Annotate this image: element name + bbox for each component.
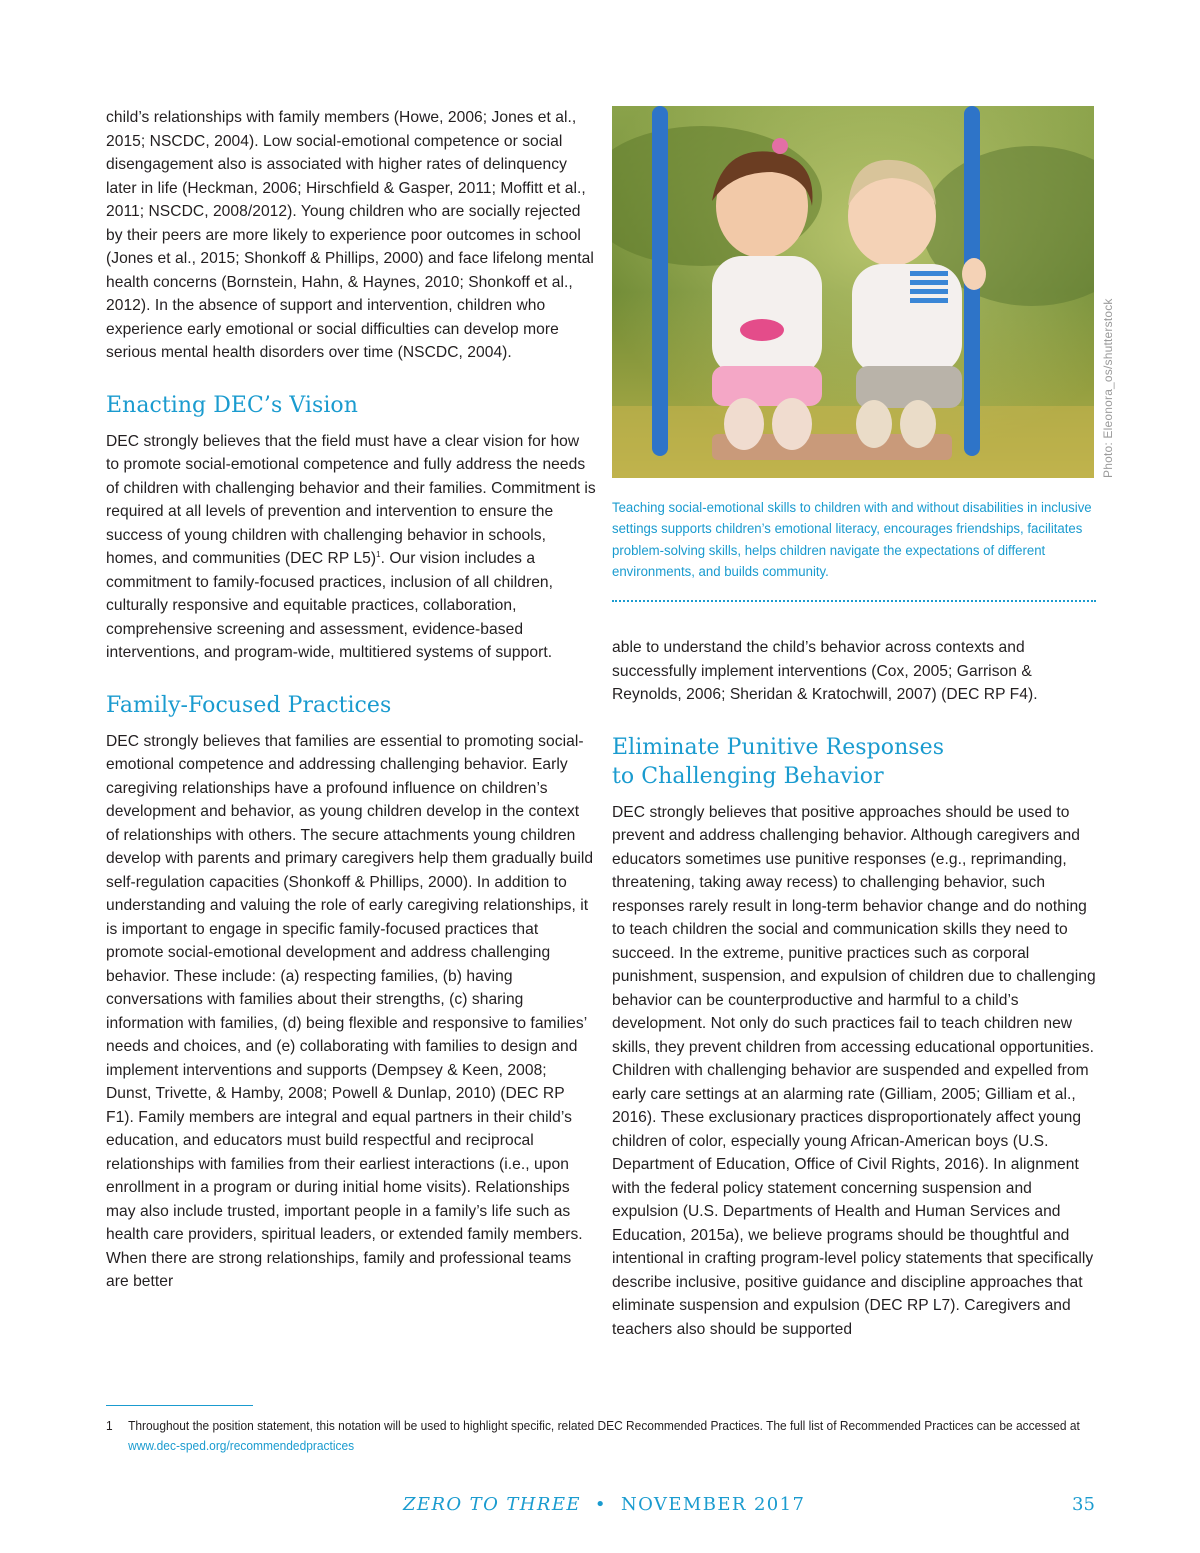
- body-paragraph: DEC strongly believes that families are essential to promoting social-emotional competence and addressing challenging behavior. Early caregiving relationships have a profound influence on children’s development and behavior, as young children develop in the context of relationships with others. The secure attachments young children develop with parents and primary caregivers help them gradually build self-regulation capacities (Shonkoff & Phillips, 2000). In addition to understanding and valuing the role of early caregiving relationships, it is important to engage in specific family-focused practices that promote social-emotional development and address challenging behavior. These include: (a) respecting families, (b) having conversations with families about their strengths, (c) sharing information with families, (d) being flexible and responsive to families’ needs and choices, and (e) collaborating with families to design and implement interventions and supports (Dempsey & Keen, 2008; Dunst, Trivette, & Hamby, 2008; Powell & Dunlap, 2010) (DEC RP F1). Family members are integral and equal partners in their child’s education, and educators must build respectful and reciprocal relationships with families from their earliest interactions (i.e., upon enrollment in a program or during initial home visits). Relationships may also include trusted, important people in a family’s life such as health care providers, spiritual leaders, or extended family members. When there are strong relationships, family and professional teams are better: [106, 732, 594, 1290]
- body-paragraph: able to understand the child’s behavior across contexts and successfully implement interventions (Cox, 2005; Garrison & Reynolds, 2006; Sheridan & Kratochwill, 2007) (DEC RP F4).: [612, 639, 1038, 703]
- footnote-ref[interactable]: 1: [376, 549, 381, 559]
- footnote-rule: [106, 1405, 253, 1406]
- body-text: . Our vision includes a commitment to family-focused practices, inclusion of all children, culturally responsive and equitable practices, collaboration, comprehensive screening and assessment, evidence-based interventions, and program-wide, multitiered systems of support.: [106, 550, 554, 661]
- photo-children-on-swing: [612, 106, 1094, 478]
- left-column: [106, 106, 596, 1294]
- section-heading-family-focused-practices: Family-Focused Practices: [106, 692, 392, 718]
- footnote-text: Throughout the position statement, this notation will be used to highlight specific, related DEC Recommended Practices. The full list of Recommended Practices can be accessed at: [128, 1418, 1080, 1433]
- photo-illustration: [612, 106, 1094, 478]
- footer-publication: [403, 1494, 805, 1515]
- body-paragraph: DEC strongly believes that positive approaches should be used to prevent and address challenging behavior. Although caregivers and educators sometimes use punitive responses (e.g., reprimanding, threatening, taking away recess) to challenging behavior, such responses rarely result in long-term behavior change and do nothing to teach children the social and communication skills they need to succeed. In the extreme, punitive practices such as corporal punishment, suspension, and expulsion of children due to challenging behavior can be counterproductive and harmful to a child’s development. Not only do such practices fail to teach children new skills, they prevent children from accessing educational opportunities. Children with challenging behavior are suspended and expelled from early care settings at an alarming rate (Gilliam, 2005; Gilliam et al., 2016). These exclusionary practices disproportionately affect young children of color, especially young African-American boys (U.S. Department of Education, Office of Civil Rights, 2016). In alignment with the federal policy statement concerning suspension and expulsion (U.S. Departments of Health and Human Services and Education, 2015a), we believe programs should be thoughtful and intentional in crafting program-level policy statements that specifically describe inclusive, positive guidance and discipline approaches that eliminate suspension and expulsion (DEC RP L7). Caregivers and teachers also should be supported: [612, 803, 1096, 1338]
- body-text: DEC strongly believes that the field must have a clear vision for how to promote social-emotional competence and fully address the needs of children with challenging behavior and their families. Commitment is required at all levels of prevention and intervention to ensure the success of young children with challenging behavior in schools, homes, and communities (DEC RP L5): [106, 432, 596, 567]
- page-footer: [0, 1494, 1200, 1524]
- page-number: 35: [1072, 1494, 1095, 1515]
- footnote: [106, 1416, 1100, 1456]
- right-column: [612, 636, 1097, 1341]
- section-heading-eliminate-punitive-responses: [612, 733, 1097, 791]
- photo-caption: Teaching social-emotional skills to children with and without disabilities in inclusive settings supports children’s emotional literacy, encourages friendships, facilitates problem-solving skills, helps children navigate the expectations of different environments, and builds community.: [612, 500, 1092, 580]
- body-paragraph: child’s relationships with family members (Howe, 2006; Jones et al., 2015; NSCDC, 2004). Low social-emotional competence or social disengagement also is associated with higher rates of delinquency later in life (Heckman, 2006; Hirschfield & Gasper, 2011; Moffitt et al., 2011; NSCDC, 2008/2012). Young children who are socially rejected by their peers are more likely to experience poor outcomes in school (Jones et al., 2015; Shonkoff & Phillips, 2000) and face lifelong mental health concerns (Bornstein, Hahn, & Haynes, 2010; Shonkoff et al., 2012). In the absence of support and intervention, children who experience early emotional or social difficulties can develop more serious mental health disorders over time (NSCDC, 2004).: [106, 109, 594, 361]
- photo-credit: Photo: Eleonora_os/shutterstock: [1101, 298, 1115, 478]
- caption-divider: [612, 600, 1096, 602]
- recommended-practices-link[interactable]: www.dec-sped.org/recommendedpractices: [128, 1438, 355, 1453]
- issue-date: NOVEMBER 2017: [620, 1494, 806, 1515]
- body-paragraph: [106, 430, 596, 665]
- footnote-number: 1: [106, 1418, 113, 1433]
- section-heading-enacting-decs-vision: Enacting DEC’s Vision: [106, 392, 358, 418]
- footer-separator: •: [594, 1494, 607, 1515]
- footnote-text-block: [128, 1416, 1100, 1456]
- publication-name: ZERO TO THREE: [403, 1494, 581, 1515]
- heading-line-1: Eliminate Punitive Responses: [612, 734, 945, 760]
- heading-line-2: to Challenging Behavior: [612, 763, 884, 789]
